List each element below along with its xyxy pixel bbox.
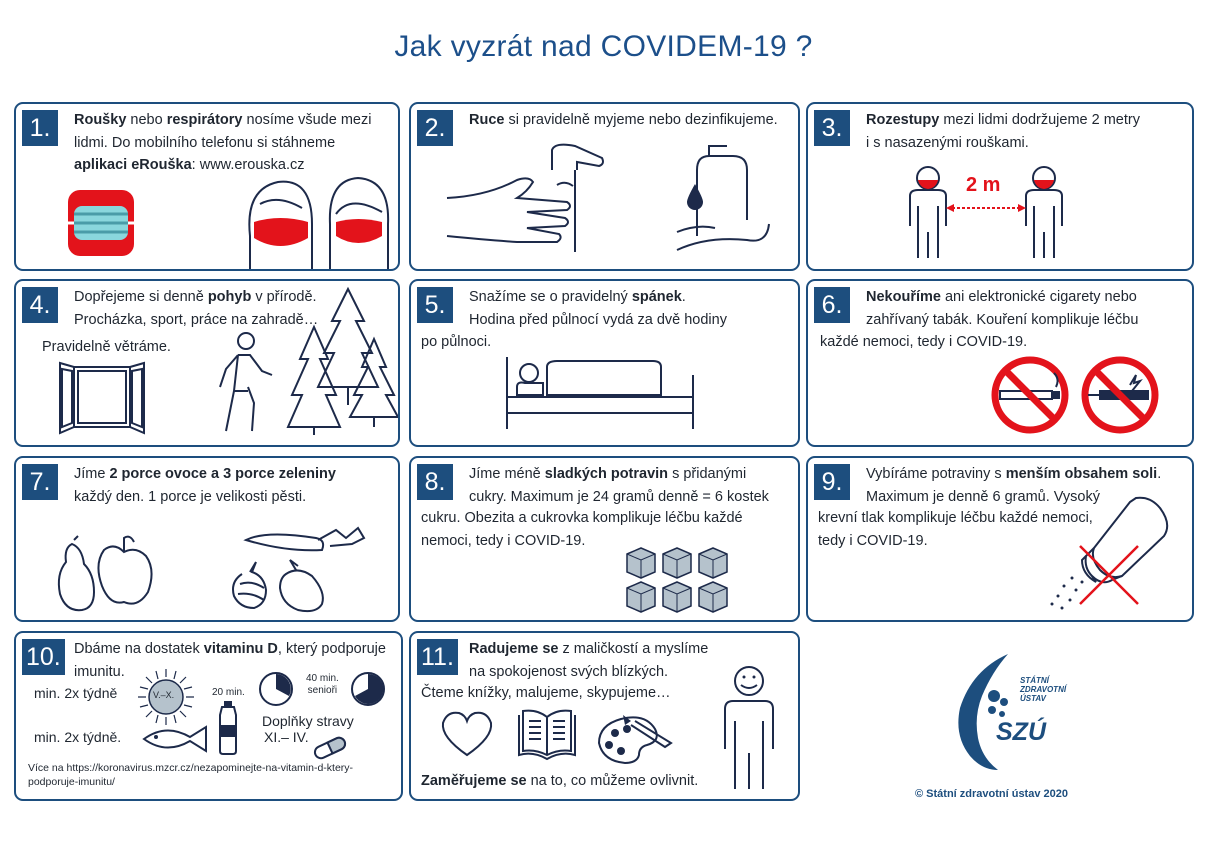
card-number: 5. — [417, 287, 453, 323]
no-cigarette-icon — [990, 355, 1070, 435]
card-hands — [409, 102, 800, 271]
logo-abbreviation: SZÚ — [996, 718, 1046, 746]
vegetables-icon — [226, 522, 386, 616]
card-text: Jíme méně sladkých potravin s přidanými cukry. Maximum je 24 gramů denně = 6 kostek — [469, 466, 769, 505]
trees-icon — [288, 287, 398, 437]
card-number: 7. — [22, 464, 58, 500]
book-icon — [515, 707, 579, 763]
page-title: Jak vyzrát nad COVIDEM-19 ? — [394, 30, 813, 63]
frequency-fish: min. 2x týdně. — [34, 729, 122, 745]
card-text: Dbáme na dostatek vitaminu D, který podporuje imunitu. — [74, 641, 386, 680]
card-sugar — [409, 456, 800, 622]
card-text: Rozestupy mezi lidmi dodržujeme 2 metry i s nasazenými rouškami. — [866, 112, 1140, 151]
card-text: Nekouříme ani elektronické cigarety nebo zahřívaný tabák. Kouření komplikuje léčbu — [866, 289, 1139, 328]
card-text-bottom: Zaměřujeme se na to, co můžeme ovlivnit. — [421, 773, 699, 789]
card-text-line3: cukru. Obezita a cukrovka komplikuje léčbu každé nemoci, tedy i COVID-19. — [421, 510, 743, 549]
card-number: 2. — [417, 110, 453, 146]
card-number: 6. — [814, 287, 850, 323]
card-distance — [806, 102, 1194, 271]
card-text-line3: každé nemoci, tedy i COVID-19. — [820, 334, 1028, 350]
copyright: © Státní zdravotní ústav 2020 — [915, 788, 1068, 800]
smiling-person-icon — [721, 665, 777, 791]
time-40-min: 40 min. senioři — [306, 673, 339, 696]
logo-text: STÁTNÍ ZDRAVOTNÍ ÚSTAV — [1020, 676, 1067, 703]
heart-icon — [439, 709, 495, 759]
masked-faces-icon — [240, 174, 396, 269]
card-text: Jíme 2 porce ovoce a 3 porce zeleniny každý den. 1 porce je velikosti pěsti. — [74, 466, 336, 505]
fish-icon — [140, 723, 212, 755]
more-info-link[interactable]: Více na https://koronavirus.mzcr.cz/nezapominejte-na-vitamin-d-ktery- podporuje-imunitu/ — [28, 762, 354, 788]
handwashing-icon — [447, 140, 787, 260]
card-text-line3: po půlnoci. — [421, 334, 492, 350]
card-movement — [14, 279, 400, 447]
card-number: 4. — [22, 287, 58, 323]
clock-40-icon — [350, 671, 386, 707]
card-number: 3. — [814, 110, 850, 146]
window-icon — [56, 361, 148, 433]
card-number: 9. — [814, 464, 850, 500]
card-text: Ruce si pravidelně myjeme nebo dezinfikujeme. — [469, 112, 778, 128]
clock-20-icon — [258, 671, 294, 707]
card-fruit-veg — [14, 456, 400, 622]
card-text: Radujeme se z maličkostí a myslíme na spokojenost svých blízkých. — [469, 641, 709, 680]
sugar-cubes-icon — [623, 546, 735, 616]
erouska-app-icon — [66, 188, 136, 258]
frequency-sun: min. 2x týdně — [34, 685, 118, 701]
card-number: 10. — [22, 639, 65, 675]
card-number: 11. — [417, 639, 458, 675]
palette-icon — [595, 707, 675, 767]
szu-logo-icon — [952, 652, 1014, 772]
card-text: Roušky nebo respirátory nosíme všude mezi lidmi. Do mobilního telefonu si stáhneme aplikaci eRouška: www.erouska.cz — [74, 112, 372, 173]
card-joy — [409, 631, 800, 801]
ventilate-text: Pravidelně větráme. — [42, 339, 171, 355]
sun-months: V.–X. — [153, 690, 175, 700]
capsule-icon — [312, 737, 348, 759]
card-number: 1. — [22, 110, 58, 146]
bed-icon — [503, 357, 703, 431]
card-salt — [806, 456, 1194, 622]
card-text: Vybíráme potraviny s menším obsahem soli. Maximum je denně 6 gramů. Vysoký — [866, 466, 1162, 505]
card-text: Dopřejeme si denně pohyb v přírodě. Procházka, sport, práce na zahradě… — [74, 289, 319, 328]
walking-person-icon — [216, 331, 276, 435]
fruit-icon — [54, 534, 164, 614]
time-20-min: 20 min. — [212, 687, 245, 698]
card-vitamin-d — [14, 631, 403, 801]
distance-label: 2 m — [966, 174, 1001, 196]
card-text-line3: Čteme knížky, malujeme, skypujeme… — [421, 685, 671, 701]
card-no-smoking — [806, 279, 1194, 447]
card-text-line3: krevní tlak komplikuje léčbu každé nemoci, tedy i COVID-19. — [818, 510, 1093, 549]
salt-shaker-icon — [1046, 494, 1190, 610]
card-text: Snažíme se o pravidelný spánek. Hodina před půlnocí vydá za dvě hodiny — [469, 289, 727, 328]
bottle-icon — [216, 701, 240, 755]
card-number: 8. — [417, 464, 453, 500]
no-e-cigarette-icon — [1080, 355, 1160, 435]
card-masks — [14, 102, 400, 271]
supplements-label: Doplňky stravy XI.– IV. — [262, 713, 354, 745]
card-sleep — [409, 279, 800, 447]
